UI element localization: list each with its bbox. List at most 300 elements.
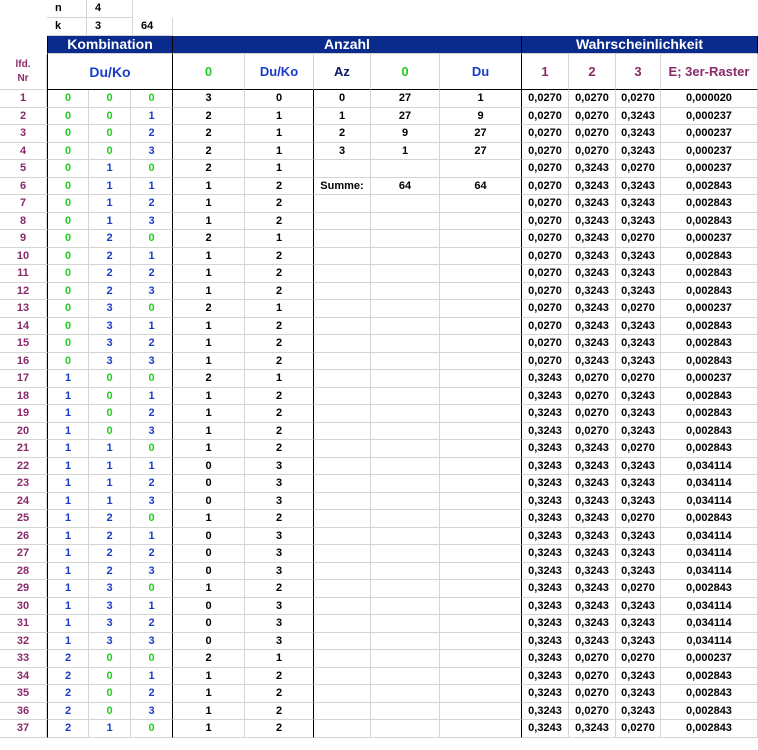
kombination-cell-3[interactable]: 1 [131,178,173,196]
kombination-cell-1[interactable]: 1 [47,528,89,546]
empty-cell[interactable] [314,388,371,406]
zero-count-cell[interactable]: 0 [173,563,245,581]
kombination-cell-3[interactable]: 3 [131,353,173,371]
probability-1-cell[interactable]: 0,3243 [522,685,569,703]
param-total[interactable]: 64 [133,18,173,36]
kombination-cell-2[interactable]: 0 [89,668,131,686]
zero-count-cell[interactable]: 0 [173,528,245,546]
kombination-cell-3[interactable]: 0 [131,510,173,528]
empty-cell[interactable] [440,265,522,283]
empty-cell[interactable] [314,248,371,266]
empty-cell[interactable] [440,475,522,493]
zero-count-cell[interactable]: 1 [173,248,245,266]
section-wahrscheinlichkeit[interactable]: Wahrscheinlichkeit [522,36,758,54]
duko-count-cell[interactable]: 2 [245,248,314,266]
probability-2-cell[interactable]: 0,3243 [569,178,616,196]
empty-cell[interactable] [314,300,371,318]
row-number[interactable]: 33 [0,650,47,668]
probability-2-cell[interactable]: 0,3243 [569,283,616,301]
expected-raster-cell[interactable]: 0,002843 [661,283,758,301]
kombination-cell-1[interactable]: 1 [47,405,89,423]
zero-count-cell[interactable]: 1 [173,580,245,598]
row-number[interactable]: 19 [0,405,47,423]
kombination-cell-1[interactable]: 1 [47,423,89,441]
kombination-cell-3[interactable]: 1 [131,528,173,546]
probability-3-cell[interactable]: 0,3243 [616,685,661,703]
empty-cell[interactable] [371,633,440,651]
duko-count-cell[interactable]: 2 [245,283,314,301]
kombination-cell-3[interactable]: 0 [131,580,173,598]
param-n-value[interactable]: 4 [87,0,133,18]
kombination-cell-3[interactable]: 0 [131,370,173,388]
empty-cell[interactable] [440,283,522,301]
duko-count-cell[interactable]: 3 [245,545,314,563]
empty-cell[interactable] [371,160,440,178]
duko-count-cell[interactable]: 3 [245,615,314,633]
row-number[interactable]: 32 [0,633,47,651]
probability-3-cell[interactable]: 0,3243 [616,143,661,161]
col-az-zero[interactable]: 0 [371,54,440,90]
col-p3[interactable]: 3 [616,54,661,90]
col-zero[interactable]: 0 [173,54,245,90]
probability-2-cell[interactable]: 0,3243 [569,230,616,248]
zero-count-cell[interactable]: 1 [173,423,245,441]
empty-cell[interactable] [440,335,522,353]
empty-cell[interactable] [314,668,371,686]
probability-1-cell[interactable]: 0,0270 [522,248,569,266]
duko-count-cell[interactable]: 2 [245,265,314,283]
probability-2-cell[interactable]: 0,0270 [569,703,616,721]
kombination-cell-2[interactable]: 1 [89,178,131,196]
kombination-cell-1[interactable]: 1 [47,563,89,581]
probability-3-cell[interactable]: 0,3243 [616,335,661,353]
kombination-cell-3[interactable]: 0 [131,720,173,738]
kombination-cell-1[interactable]: 1 [47,545,89,563]
summe-du[interactable]: 64 [440,178,522,196]
empty-cell[interactable] [371,685,440,703]
empty-cell[interactable] [371,370,440,388]
probability-2-cell[interactable]: 0,0270 [569,685,616,703]
probability-1-cell[interactable]: 0,3243 [522,528,569,546]
probability-1-cell[interactable]: 0,0270 [522,160,569,178]
probability-1-cell[interactable]: 0,0270 [522,230,569,248]
kombination-cell-1[interactable]: 1 [47,388,89,406]
empty-cell[interactable] [440,160,522,178]
zero-count-cell[interactable]: 3 [173,90,245,108]
kombination-cell-1[interactable]: 0 [47,213,89,231]
probability-1-cell[interactable]: 0,0270 [522,195,569,213]
probability-2-cell[interactable]: 0,0270 [569,423,616,441]
zero-count-cell[interactable]: 2 [173,125,245,143]
probability-3-cell[interactable]: 0,0270 [616,300,661,318]
col-p1[interactable]: 1 [522,54,569,90]
expected-raster-cell[interactable]: 0,002843 [661,703,758,721]
kombination-cell-1[interactable]: 1 [47,580,89,598]
probability-1-cell[interactable]: 0,3243 [522,440,569,458]
probability-3-cell[interactable]: 0,3243 [616,318,661,336]
empty-cell[interactable] [314,405,371,423]
empty-cell[interactable] [314,545,371,563]
kombination-cell-1[interactable]: 0 [47,230,89,248]
probability-1-cell[interactable]: 0,0270 [522,213,569,231]
kombination-cell-3[interactable]: 1 [131,108,173,126]
row-number[interactable]: 35 [0,685,47,703]
probability-3-cell[interactable]: 0,3243 [616,563,661,581]
kombination-cell-2[interactable]: 1 [89,195,131,213]
kombination-cell-3[interactable]: 2 [131,405,173,423]
probability-3-cell[interactable]: 0,0270 [616,580,661,598]
probability-2-cell[interactable]: 0,3243 [569,265,616,283]
empty-cell[interactable] [314,265,371,283]
empty-cell[interactable] [440,388,522,406]
empty-cell[interactable] [314,563,371,581]
expected-raster-cell[interactable]: 0,002843 [661,318,758,336]
probability-2-cell[interactable]: 0,3243 [569,545,616,563]
probability-3-cell[interactable]: 0,3243 [616,108,661,126]
kombination-cell-1[interactable]: 1 [47,475,89,493]
duko-count-cell[interactable]: 3 [245,475,314,493]
empty-cell[interactable] [440,598,522,616]
kombination-cell-1[interactable]: 0 [47,143,89,161]
kombination-cell-2[interactable]: 0 [89,108,131,126]
empty-cell[interactable] [314,510,371,528]
kombination-cell-1[interactable]: 0 [47,318,89,336]
empty-cell[interactable] [440,510,522,528]
empty-cell[interactable] [371,300,440,318]
zero-count-cell[interactable]: 1 [173,440,245,458]
duko-count-cell[interactable]: 2 [245,195,314,213]
empty-cell[interactable] [440,405,522,423]
row-number[interactable]: 6 [0,178,47,196]
summe-zero[interactable]: 64 [371,178,440,196]
kombination-cell-1[interactable]: 0 [47,283,89,301]
probability-3-cell[interactable]: 0,3243 [616,178,661,196]
probability-2-cell[interactable]: 0,0270 [569,125,616,143]
kombination-cell-3[interactable]: 0 [131,90,173,108]
probability-2-cell[interactable]: 0,0270 [569,108,616,126]
expected-raster-cell[interactable]: 0,034114 [661,493,758,511]
duko-count-cell[interactable]: 1 [245,108,314,126]
expected-raster-cell[interactable]: 0,002843 [661,335,758,353]
probability-3-cell[interactable]: 0,3243 [616,213,661,231]
empty-cell[interactable] [314,493,371,511]
empty-cell[interactable] [440,440,522,458]
kombination-cell-3[interactable]: 2 [131,265,173,283]
kombination-cell-3[interactable]: 2 [131,335,173,353]
expected-raster-cell[interactable]: 0,002843 [661,510,758,528]
empty-cell[interactable] [371,615,440,633]
kombination-cell-3[interactable]: 1 [131,318,173,336]
kombination-cell-3[interactable]: 2 [131,125,173,143]
probability-3-cell[interactable]: 0,3243 [616,283,661,301]
probability-2-cell[interactable]: 0,3243 [569,353,616,371]
probability-1-cell[interactable]: 0,3243 [522,633,569,651]
col-e-raster[interactable]: E; 3er-Raster [661,54,758,90]
expected-raster-cell[interactable]: 0,034114 [661,458,758,476]
kombination-cell-3[interactable]: 3 [131,283,173,301]
empty-cell[interactable] [371,458,440,476]
zero-count-cell[interactable]: 1 [173,335,245,353]
col-du[interactable]: Du [440,54,522,90]
empty-cell[interactable] [440,300,522,318]
kombination-cell-3[interactable]: 1 [131,668,173,686]
row-number[interactable]: 25 [0,510,47,528]
probability-1-cell[interactable]: 0,3243 [522,545,569,563]
row-number[interactable]: 14 [0,318,47,336]
empty-cell[interactable] [314,353,371,371]
probability-1-cell[interactable]: 0,3243 [522,475,569,493]
kombination-cell-3[interactable]: 1 [131,248,173,266]
empty-cell[interactable] [371,230,440,248]
zero-count-cell[interactable]: 0 [173,633,245,651]
expected-raster-cell[interactable]: 0,002843 [661,388,758,406]
expected-raster-cell[interactable]: 0,000237 [661,160,758,178]
anzahl-zero-cell[interactable]: 1 [371,143,440,161]
probability-1-cell[interactable]: 0,3243 [522,563,569,581]
kombination-cell-3[interactable]: 0 [131,160,173,178]
kombination-cell-1[interactable]: 0 [47,160,89,178]
probability-3-cell[interactable]: 0,3243 [616,528,661,546]
kombination-cell-2[interactable]: 2 [89,545,131,563]
expected-raster-cell[interactable]: 0,002843 [661,720,758,738]
expected-raster-cell[interactable]: 0,034114 [661,545,758,563]
row-number[interactable]: 11 [0,265,47,283]
row-number[interactable]: 9 [0,230,47,248]
kombination-cell-3[interactable]: 3 [131,423,173,441]
probability-2-cell[interactable]: 0,3243 [569,615,616,633]
probability-3-cell[interactable]: 0,3243 [616,668,661,686]
row-number[interactable]: 7 [0,195,47,213]
empty-cell[interactable] [440,318,522,336]
probability-1-cell[interactable]: 0,0270 [522,353,569,371]
zero-count-cell[interactable]: 0 [173,615,245,633]
kombination-cell-2[interactable]: 2 [89,230,131,248]
empty-cell[interactable] [371,318,440,336]
kombination-cell-1[interactable]: 1 [47,493,89,511]
empty-cell[interactable] [440,248,522,266]
col-duko[interactable]: Du/Ko [245,54,314,90]
empty-cell[interactable] [314,528,371,546]
empty-cell[interactable] [440,563,522,581]
empty-cell[interactable] [440,703,522,721]
kombination-cell-1[interactable]: 0 [47,90,89,108]
row-number[interactable]: 37 [0,720,47,738]
probability-2-cell[interactable]: 0,3243 [569,563,616,581]
probability-1-cell[interactable]: 0,3243 [522,720,569,738]
probability-1-cell[interactable]: 0,0270 [522,318,569,336]
empty-cell[interactable] [371,493,440,511]
probability-1-cell[interactable]: 0,3243 [522,650,569,668]
probability-3-cell[interactable]: 0,3243 [616,545,661,563]
row-number[interactable]: 12 [0,283,47,301]
expected-raster-cell[interactable]: 0,034114 [661,633,758,651]
duko-count-cell[interactable]: 1 [245,650,314,668]
probability-2-cell[interactable]: 0,3243 [569,720,616,738]
zero-count-cell[interactable]: 2 [173,650,245,668]
empty-cell[interactable] [440,370,522,388]
kombination-cell-2[interactable]: 2 [89,265,131,283]
probability-1-cell[interactable]: 0,0270 [522,178,569,196]
kombination-cell-2[interactable]: 0 [89,703,131,721]
row-number[interactable]: 30 [0,598,47,616]
row-number[interactable]: 26 [0,528,47,546]
probability-2-cell[interactable]: 0,3243 [569,458,616,476]
expected-raster-cell[interactable]: 0,034114 [661,598,758,616]
empty-cell[interactable] [314,633,371,651]
zero-count-cell[interactable]: 2 [173,108,245,126]
empty-cell[interactable] [314,458,371,476]
empty-cell[interactable] [440,650,522,668]
duko-count-cell[interactable]: 2 [245,580,314,598]
empty-cell[interactable] [371,283,440,301]
empty-cell[interactable] [371,335,440,353]
duko-count-cell[interactable]: 2 [245,703,314,721]
duko-count-cell[interactable]: 1 [245,230,314,248]
row-number[interactable]: 31 [0,615,47,633]
row-number[interactable]: 28 [0,563,47,581]
empty-cell[interactable] [440,528,522,546]
probability-2-cell[interactable]: 0,0270 [569,668,616,686]
expected-raster-cell[interactable]: 0,002843 [661,668,758,686]
row-number[interactable]: 18 [0,388,47,406]
expected-raster-cell[interactable]: 0,002843 [661,195,758,213]
zero-count-cell[interactable]: 0 [173,493,245,511]
probability-2-cell[interactable]: 0,3243 [569,580,616,598]
empty-cell[interactable] [314,703,371,721]
duko-count-cell[interactable]: 3 [245,493,314,511]
empty-cell[interactable] [440,668,522,686]
duko-count-cell[interactable]: 3 [245,633,314,651]
probability-3-cell[interactable]: 0,0270 [616,90,661,108]
zero-count-cell[interactable]: 1 [173,318,245,336]
expected-raster-cell[interactable]: 0,002843 [661,353,758,371]
zero-count-cell[interactable]: 0 [173,458,245,476]
expected-raster-cell[interactable]: 0,034114 [661,528,758,546]
empty-cell[interactable] [371,668,440,686]
empty-cell[interactable] [371,598,440,616]
kombination-cell-2[interactable]: 0 [89,370,131,388]
duko-count-cell[interactable]: 2 [245,440,314,458]
probability-1-cell[interactable]: 0,3243 [522,423,569,441]
anzahl-az-cell[interactable]: 1 [314,108,371,126]
probability-3-cell[interactable]: 0,3243 [616,493,661,511]
empty-cell[interactable] [314,318,371,336]
duko-count-cell[interactable]: 3 [245,598,314,616]
probability-2-cell[interactable]: 0,0270 [569,405,616,423]
probability-1-cell[interactable]: 0,0270 [522,125,569,143]
expected-raster-cell[interactable]: 0,034114 [661,615,758,633]
probability-1-cell[interactable]: 0,0270 [522,283,569,301]
expected-raster-cell[interactable]: 0,002843 [661,440,758,458]
zero-count-cell[interactable]: 1 [173,685,245,703]
empty-cell[interactable] [314,160,371,178]
empty-cell[interactable] [371,265,440,283]
empty-cell[interactable] [440,720,522,738]
probability-1-cell[interactable]: 0,3243 [522,405,569,423]
kombination-cell-2[interactable]: 2 [89,248,131,266]
kombination-cell-2[interactable]: 0 [89,650,131,668]
zero-count-cell[interactable]: 0 [173,545,245,563]
col-az[interactable]: Az [314,54,371,90]
kombination-cell-2[interactable]: 1 [89,475,131,493]
probability-1-cell[interactable]: 0,3243 [522,510,569,528]
expected-raster-cell[interactable]: 0,002843 [661,265,758,283]
empty-cell[interactable] [440,633,522,651]
expected-raster-cell[interactable]: 0,000237 [661,650,758,668]
row-number[interactable]: 3 [0,125,47,143]
kombination-cell-3[interactable]: 2 [131,195,173,213]
empty-cell[interactable] [371,580,440,598]
probability-3-cell[interactable]: 0,3243 [616,615,661,633]
empty-cell[interactable] [314,475,371,493]
empty-cell[interactable] [440,685,522,703]
probability-3-cell[interactable]: 0,0270 [616,720,661,738]
probability-2-cell[interactable]: 0,3243 [569,195,616,213]
kombination-cell-3[interactable]: 3 [131,213,173,231]
expected-raster-cell[interactable]: 0,000237 [661,300,758,318]
probability-1-cell[interactable]: 0,0270 [522,143,569,161]
kombination-cell-2[interactable]: 3 [89,335,131,353]
probability-2-cell[interactable]: 0,3243 [569,510,616,528]
col-p2[interactable]: 2 [569,54,616,90]
param-k-value[interactable]: 3 [87,18,133,36]
empty-cell[interactable] [314,213,371,231]
row-number[interactable]: 2 [0,108,47,126]
expected-raster-cell[interactable]: 0,000237 [661,370,758,388]
row-number[interactable]: 24 [0,493,47,511]
empty-cell[interactable] [371,528,440,546]
kombination-cell-2[interactable]: 2 [89,528,131,546]
kombination-cell-3[interactable]: 2 [131,685,173,703]
row-number[interactable]: 13 [0,300,47,318]
empty-cell[interactable] [440,353,522,371]
kombination-cell-2[interactable]: 2 [89,510,131,528]
zero-count-cell[interactable]: 1 [173,265,245,283]
duko-count-cell[interactable]: 2 [245,388,314,406]
kombination-cell-1[interactable]: 1 [47,458,89,476]
row-number[interactable]: 22 [0,458,47,476]
kombination-cell-3[interactable]: 0 [131,650,173,668]
probability-1-cell[interactable]: 0,3243 [522,703,569,721]
empty-cell[interactable] [440,545,522,563]
kombination-cell-1[interactable]: 0 [47,300,89,318]
kombination-cell-3[interactable]: 0 [131,300,173,318]
kombination-cell-2[interactable]: 2 [89,283,131,301]
empty-cell[interactable] [440,195,522,213]
expected-raster-cell[interactable]: 0,002843 [661,685,758,703]
expected-raster-cell[interactable]: 0,002843 [661,248,758,266]
zero-count-cell[interactable]: 1 [173,353,245,371]
probability-3-cell[interactable]: 0,3243 [616,195,661,213]
kombination-cell-1[interactable]: 0 [47,108,89,126]
empty-cell[interactable] [440,615,522,633]
kombination-cell-2[interactable]: 0 [89,143,131,161]
probability-1-cell[interactable]: 0,3243 [522,388,569,406]
probability-3-cell[interactable]: 0,3243 [616,633,661,651]
empty-cell[interactable] [314,283,371,301]
empty-cell[interactable] [314,650,371,668]
kombination-cell-1[interactable]: 0 [47,125,89,143]
zero-count-cell[interactable]: 1 [173,213,245,231]
row-number[interactable]: 21 [0,440,47,458]
kombination-cell-3[interactable]: 1 [131,598,173,616]
row-number[interactable]: 27 [0,545,47,563]
duko-count-cell[interactable]: 1 [245,143,314,161]
anzahl-az-cell[interactable]: 2 [314,125,371,143]
empty-cell[interactable] [440,493,522,511]
row-number[interactable]: 1 [0,90,47,108]
anzahl-du-cell[interactable]: 27 [440,125,522,143]
